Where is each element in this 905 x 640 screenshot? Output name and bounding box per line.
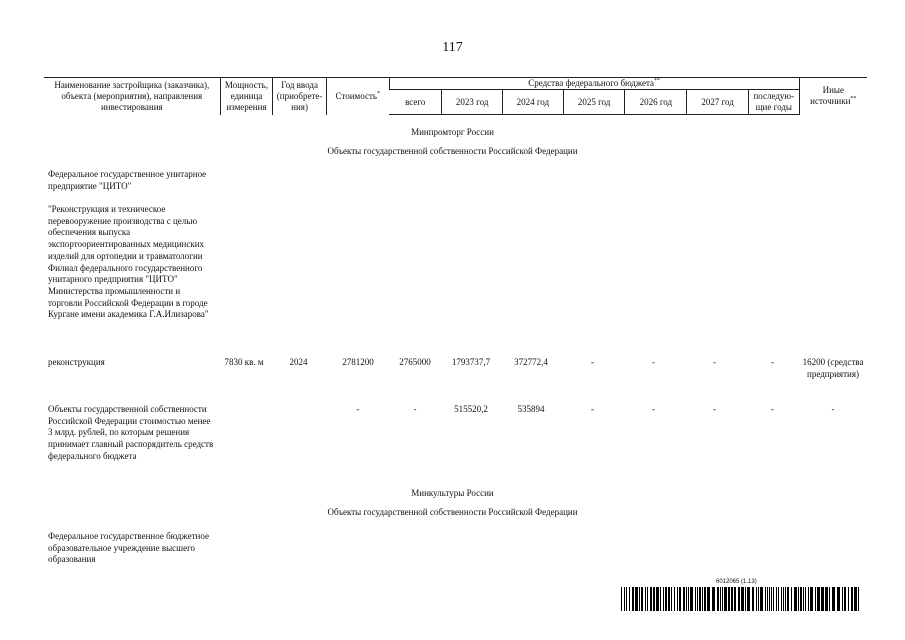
ownership-heading-1: Объекты государственной собственности Российской Федерации xyxy=(327,146,578,156)
project-description: "Реконструкция и техническое перевооружение производства с целью обеспечения выпуска экспортоориентированных медицинских изделий для ортопедии и травматологии Филиал федерального государственного унитарного предприятия "ЦИТО" Министерства промышленности и торговли Российской Федерации в городе Кургане имени академика Г.А.Илизарова" xyxy=(48,204,209,320)
ministry-heading-1: Минпромторг России xyxy=(411,127,494,137)
y2023-cell: 515520,2 xyxy=(454,404,488,414)
year-cell: 2024 xyxy=(289,357,308,367)
header-later-years: последую-щие годы xyxy=(748,90,799,115)
header-other-sources: Иные источники** xyxy=(799,78,867,115)
header-2023: 2023 год xyxy=(442,90,503,115)
capacity-cell: 7830 кв. м xyxy=(224,357,264,367)
header-cost: Стоимость* xyxy=(326,78,389,115)
y2027-cell: - xyxy=(713,404,716,414)
y2025-cell: - xyxy=(591,404,594,414)
header-2024: 2024 год xyxy=(503,90,564,115)
header-name: Наименование застройщика (заказчика), объекта (мероприятия), направления инвестирования xyxy=(44,78,220,115)
barcode xyxy=(621,587,861,611)
header-federal-budget: Средства федерального бюджета** xyxy=(389,78,799,90)
header-2025: 2025 год xyxy=(563,90,625,115)
row-name: Объекты государственной собственности Российской Федерации стоимостью менее 3 млрд. рублей, по которым решения принимает главный распорядитель средств федерального бюджета xyxy=(48,404,214,461)
header-total: всего xyxy=(389,90,442,115)
header-2026: 2026 год xyxy=(625,90,687,115)
university-name: Федеральное государственное бюджетное образовательное учреждение высшего образования xyxy=(48,531,209,565)
page-number: 117 xyxy=(442,40,463,55)
later-years-cell: - xyxy=(771,404,774,414)
header-year: Год ввода (приобрете-ния) xyxy=(273,78,327,115)
table-header xyxy=(44,77,867,115)
ownership-heading-2: Объекты государственной собственности Российской Федерации xyxy=(327,507,578,517)
cost-cell: - xyxy=(356,404,360,414)
later-years-cell: - xyxy=(771,357,774,367)
y2023-cell: 1793737,7 xyxy=(451,357,491,367)
total-cell: - xyxy=(413,404,417,414)
enterprise-name: Федеральное государственное унитарное предприятие "ЦИТО" xyxy=(48,169,207,191)
y2025-cell: - xyxy=(591,357,594,367)
y2024-cell: 535894 xyxy=(517,404,545,414)
other-sources-cell: 16200 (средства предприятия) xyxy=(802,357,864,379)
header-capacity: Мощность, единица измерения xyxy=(220,78,273,115)
y2026-cell: - xyxy=(652,404,655,414)
y2024-cell: 372772,4 xyxy=(514,357,548,367)
cost-cell: 2781200 xyxy=(342,357,374,367)
total-cell: 2765000 xyxy=(399,357,431,367)
header-2027: 2027 год xyxy=(687,90,749,115)
row-name: реконструкция xyxy=(48,357,105,367)
other-sources-cell: - xyxy=(831,404,835,414)
y2026-cell: - xyxy=(652,357,655,367)
y2027-cell: - xyxy=(713,357,716,367)
barcode-label: 6012065 (1.13) xyxy=(716,579,757,585)
ministry-heading-2: Минкультуры России xyxy=(411,488,494,498)
